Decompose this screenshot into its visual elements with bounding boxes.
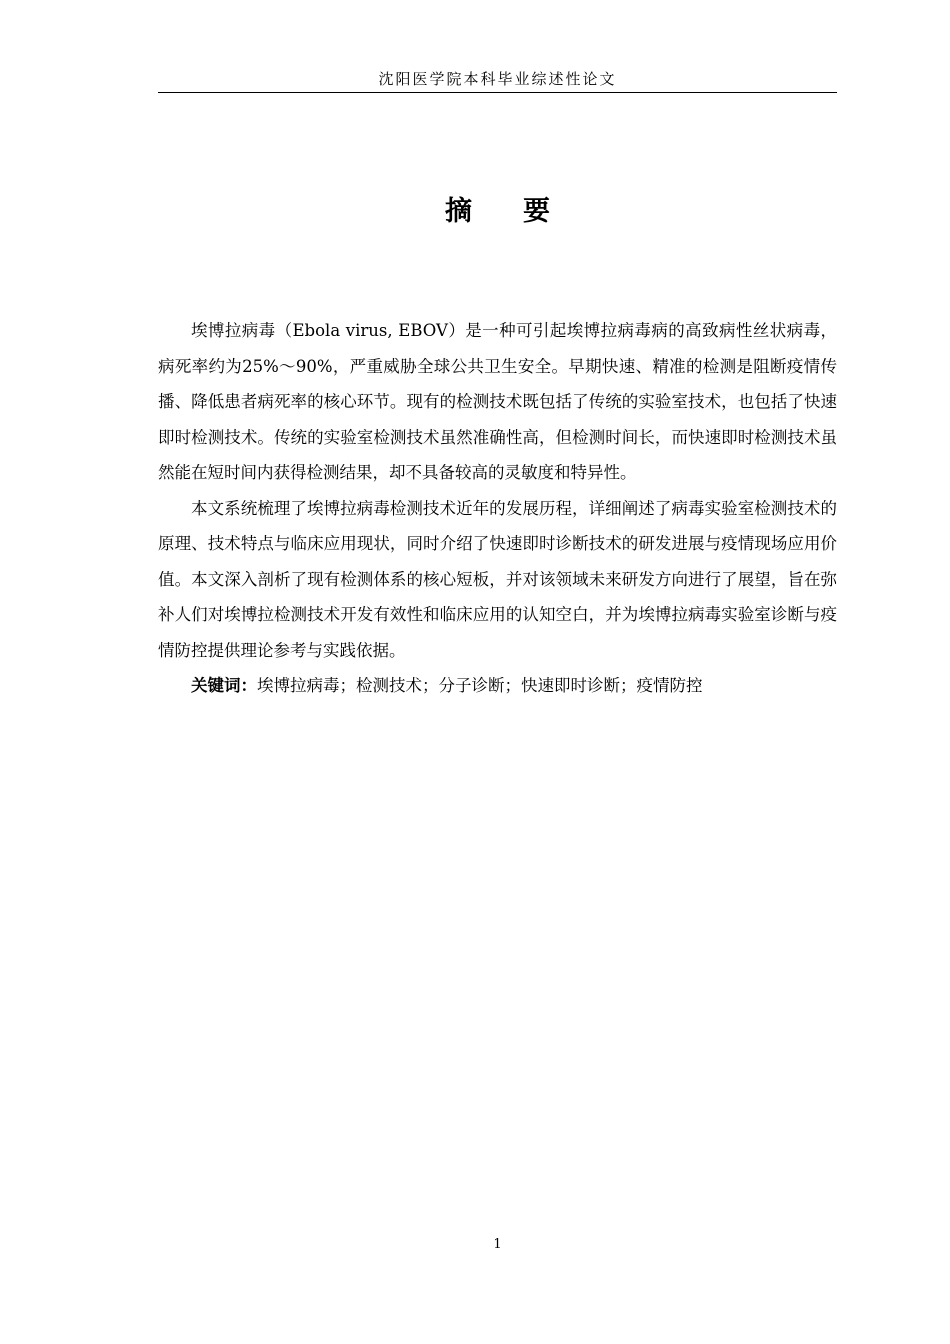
page-number: 1 xyxy=(493,1237,502,1252)
abstract-title: 摘 要 xyxy=(445,196,562,227)
abstract-paragraph-2: 本文系统梳理了埃博拉病毒检测技术近年的发展历程，详细阐述了病毒实验室检测技术的原理、技术特点与临床应用现状，同时介绍了快速即时诊断技术的研发进展与疫情现场应用价值。本文深入剖析了现有检测体系的核心短板，并对该领域未来研发方向进行了展望，旨在弥补人们对埃博拉检测技术开发有效性和临床应用的认知空白，并为埃博拉病毒实验室诊断与疫情防控提供理论参考与实践依据。 xyxy=(158,498,837,660)
page-header xyxy=(158,68,837,93)
header-text: 沈阳医学院本科毕业综述性论文 xyxy=(378,70,617,88)
keywords-label: 关键词： xyxy=(191,676,257,695)
abstract-body xyxy=(158,313,837,704)
keywords-line xyxy=(158,668,837,704)
abstract-paragraph-1: 埃博拉病毒（Ebola virus, EBOV）是一种可引起埃博拉病毒病的高致病性丝状病毒，病死率约为25%～90%，严重威胁全球公共卫生安全。早期快速、精准的检测是阻断疫情传播、降低患者病死率的核心环节。现有的检测技术既包括了传统的实验室技术，也包括了快速即时检测技术。传统的实验室检测技术虽然准确性高，但检测时间长，而快速即时检测技术虽然能在短时间内获得检测结果，却不具备较高的灵敏度和特异性。 xyxy=(158,321,837,482)
keywords-value: 埃博拉病毒；检测技术；分子诊断；快速即时诊断；疫情防控 xyxy=(257,676,703,695)
